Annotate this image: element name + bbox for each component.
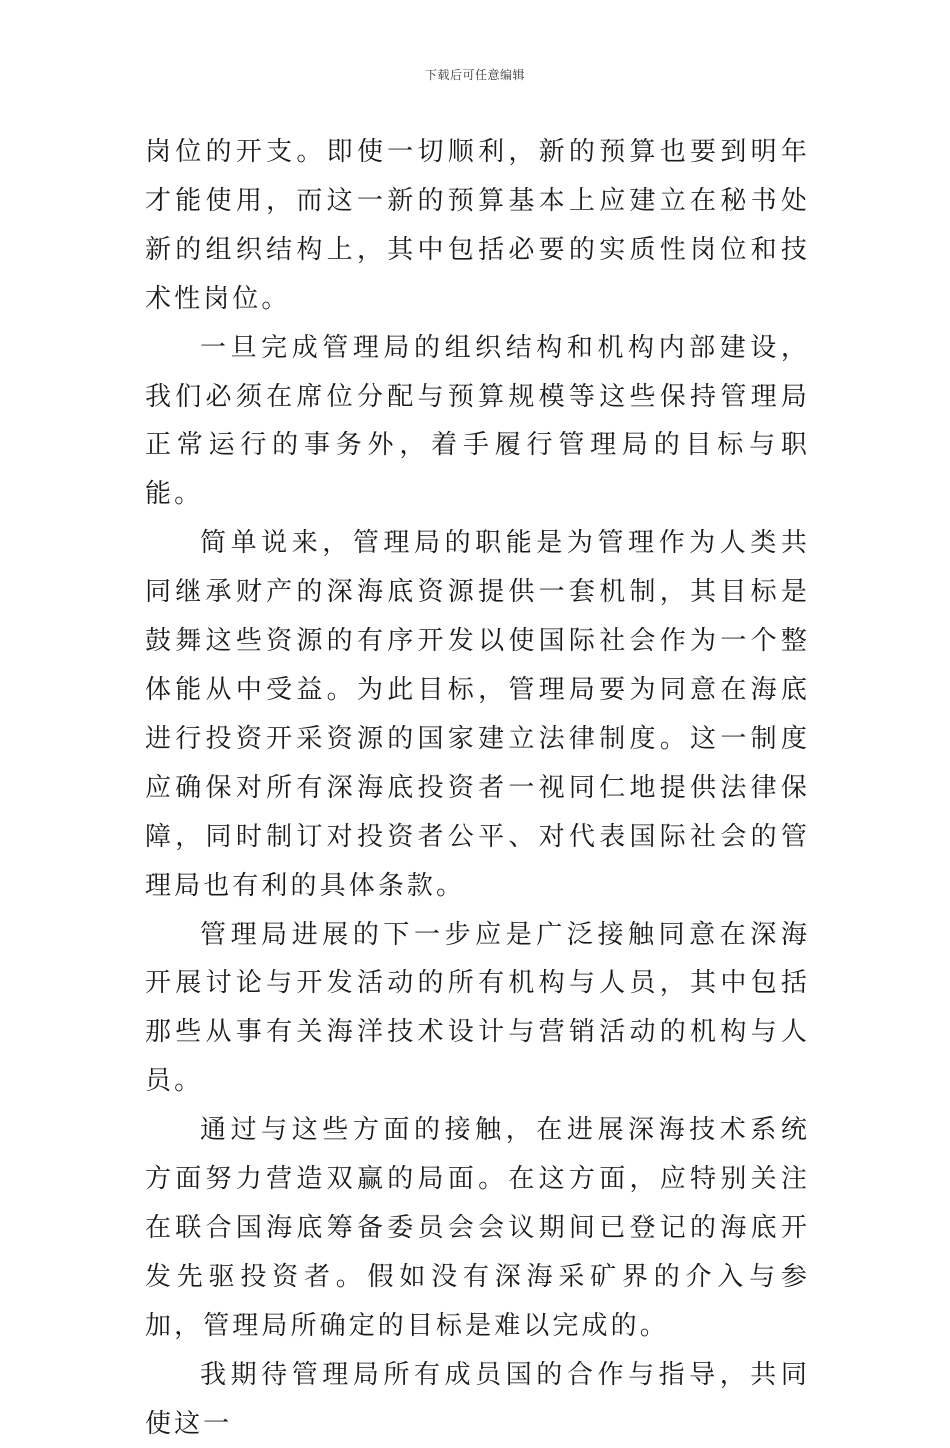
paragraph-6: 我期待管理局所有成员国的合作与指导，共同使这一 [145,1359,810,1439]
document-body [145,128,810,1448]
page-header-note: 下载后可任意编辑 [424,68,525,82]
paragraph-3: 简单说来，管理局的职能是为管理作为人类共同继承财产的深海底资源提供一套机制，其目标是鼓舞这些资源的有序开发以使国际社会作为一个整体能从中受益。为此目标，管理局要为同意在海底进行投资开采资源的国家建立法律制度。这一制度应确保对所有深海底投资者一视同仁地提供法律保障，同时制订对投资者公平、对代表国际社会的管理局也有利的具体条款。 [145,528,810,901]
paragraph-1: 岗位的开支。即使一切顺利，新的预算也要到明年才能使用，而这一新的预算基本上应建立在秘书处新的组织结构上，其中包括必要的实质性岗位和技术性岗位。 [145,137,810,314]
paragraph-5: 通过与这些方面的接触，在进展深海技术系统方面努力营造双赢的局面。在这方面，应特别关注在联合国海底筹备委员会会议期间已登记的海底开发先驱投资者。假如没有深海采矿界的介入与参加，管理局所确定的目标是难以完成的。 [145,1115,810,1341]
paragraph-2: 一旦完成管理局的组织结构和机构内部建设，我们必须在席位分配与预算规模等这些保持管理局正常运行的事务外，着手履行管理局的目标与职能。 [145,332,810,510]
paragraph-4: 管理局进展的下一步应是广泛接触同意在深海开展讨论与开发活动的所有机构与人员，其中包括那些从事有关海洋技术设计与营销活动的机构与人员。 [145,919,810,1097]
